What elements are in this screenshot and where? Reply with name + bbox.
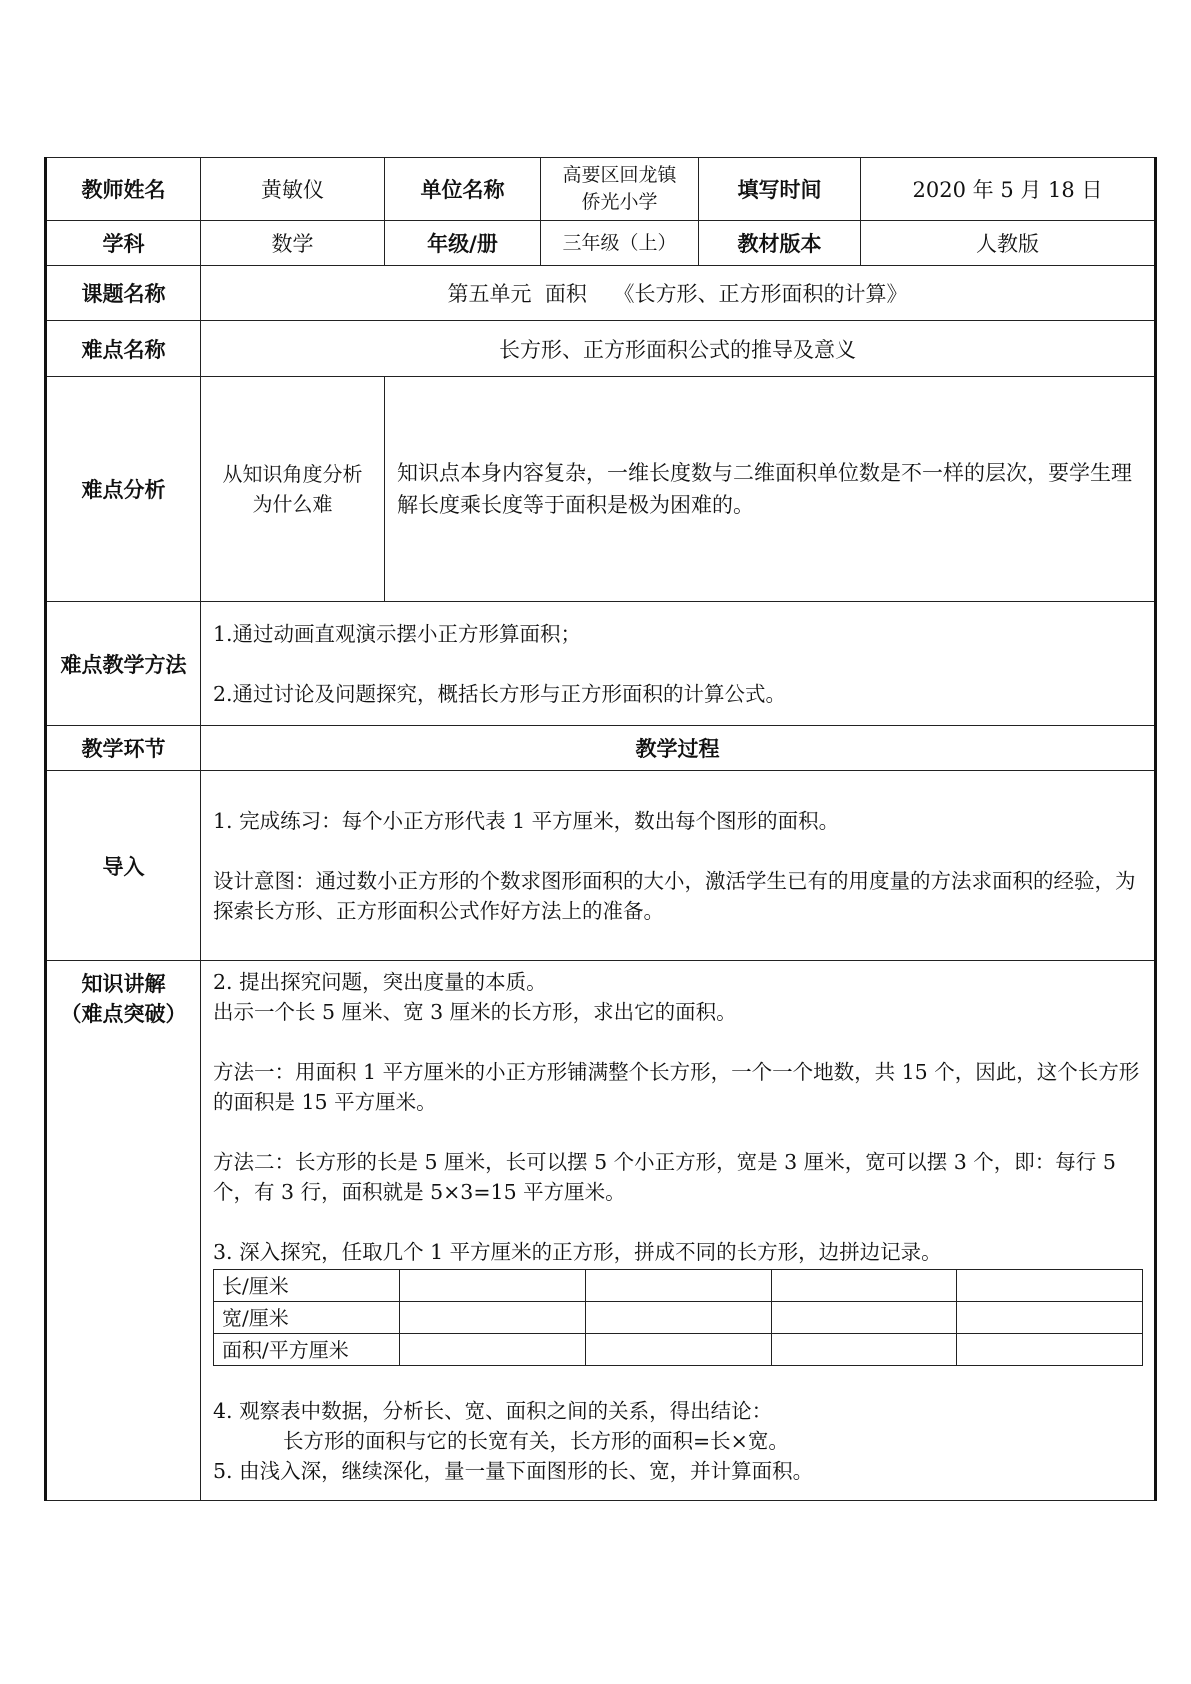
knowledge-label-line1: 知识讲解 <box>81 972 166 996</box>
record-cell[interactable] <box>585 1302 771 1334</box>
process-label: 教学过程 <box>201 726 1156 771</box>
knowledge-paragraph-6: 4. 观察表中数据，分析长、宽、面积之间的关系，得出结论： <box>213 1399 773 1423</box>
topic-row <box>46 266 1156 321</box>
info-row-1 <box>46 158 1156 221</box>
knowledge-paragraph-7: 长方形的面积与它的长宽有关，长方形的面积=长×宽。 <box>283 1429 789 1453</box>
knowledge-row <box>46 961 1156 1501</box>
knowledge-text <box>201 961 1156 1501</box>
knowledge-paragraph-5: 3. 深入探究，任取几个 1 平方厘米的正方形，拼成不同的长方形，边拼边记录。 <box>213 1240 942 1264</box>
record-cell[interactable] <box>585 1334 771 1366</box>
topic-value: 第五单元 面积 《长方形、正方形面积的计算》 <box>201 266 1156 321</box>
knowledge-label-line2: （难点突破） <box>60 1002 187 1026</box>
unit-label: 单位名称 <box>385 158 541 221</box>
method-row <box>46 602 1156 726</box>
intro-label: 导入 <box>46 771 201 961</box>
lesson-plan-document <box>44 157 1154 1501</box>
analysis-sub-label <box>201 377 385 602</box>
difficulty-row <box>46 321 1156 377</box>
intro-row <box>46 771 1156 961</box>
unit-value <box>541 158 699 221</box>
method-item-2: 2.通过讨论及问题探究，概括长方形与正方形面积的计算公式。 <box>213 681 787 706</box>
record-cell[interactable] <box>771 1302 957 1334</box>
record-cell[interactable] <box>957 1270 1143 1302</box>
date-value: 2020 年 5 月 18 日 <box>861 158 1156 221</box>
record-row <box>214 1270 1143 1302</box>
knowledge-paragraph-8: 5. 由浅入深，继续深化，量一量下面图形的长、宽，并计算面积。 <box>213 1459 814 1483</box>
analysis-text: 知识点本身内容复杂，一维长度数与二维面积单位数是不一样的层次，要学生理解长度乘长度等于面积是极为困难的。 <box>385 377 1156 602</box>
info-row-2 <box>46 221 1156 266</box>
record-cell[interactable] <box>771 1270 957 1302</box>
record-row <box>214 1302 1143 1334</box>
record-cell[interactable] <box>400 1302 586 1334</box>
method-label: 难点教学方法 <box>46 602 201 726</box>
unit-value-line1: 高要区回龙镇 <box>562 164 677 186</box>
method-item-1: 1.通过动画直观演示摆小正方形算面积； <box>213 621 582 646</box>
topic-label: 课题名称 <box>46 266 201 321</box>
subject-label: 学科 <box>46 221 201 266</box>
record-row-label: 面积/平方厘米 <box>214 1334 400 1366</box>
intro-text <box>201 771 1156 961</box>
record-row-label: 宽/厘米 <box>214 1302 400 1334</box>
lesson-plan-table <box>44 157 1157 1501</box>
teacher-value: 黄敏仪 <box>201 158 385 221</box>
unit-value-line2: 侨光小学 <box>581 191 658 213</box>
record-row <box>214 1334 1143 1366</box>
edition-value: 人教版 <box>861 221 1156 266</box>
analysis-sub-label-line1: 从知识角度分析 <box>222 462 363 486</box>
knowledge-paragraph-1: 2. 提出探究问题，突出度量的本质。 <box>213 970 547 994</box>
analysis-sub-label-line2: 为什么难 <box>252 492 333 516</box>
method-text <box>201 602 1156 726</box>
process-header-row <box>46 726 1156 771</box>
grade-label: 年级/册 <box>385 221 541 266</box>
analysis-label: 难点分析 <box>46 377 201 602</box>
subject-value: 数学 <box>201 221 385 266</box>
difficulty-value: 长方形、正方形面积公式的推导及意义 <box>201 321 1156 377</box>
record-cell[interactable] <box>400 1334 586 1366</box>
teacher-label: 教师姓名 <box>46 158 201 221</box>
record-table <box>213 1269 1143 1366</box>
record-row-label: 长/厘米 <box>214 1270 400 1302</box>
intro-paragraph-2: 设计意图：通过数小正方形的个数求图形面积的大小，激活学生已有的用度量的方法求面积的经验，为探索长方形、正方形面积公式作好方法上的准备。 <box>213 868 1136 923</box>
knowledge-label <box>46 961 201 1501</box>
date-label: 填写时间 <box>699 158 861 221</box>
edition-label: 教材版本 <box>699 221 861 266</box>
knowledge-paragraph-3: 方法一：用面积 1 平方厘米的小正方形铺满整个长方形，一个一个地数，共 15 个，因此，这个长方形的面积是 15 平方厘米。 <box>213 1060 1140 1114</box>
record-cell[interactable] <box>771 1334 957 1366</box>
difficulty-label: 难点名称 <box>46 321 201 377</box>
record-cell[interactable] <box>957 1302 1143 1334</box>
intro-paragraph-1: 1. 完成练习：每个小正方形代表 1 平方厘米，数出每个图形的面积。 <box>213 808 840 833</box>
record-cell[interactable] <box>957 1334 1143 1366</box>
knowledge-paragraph-2: 出示一个长 5 厘米、宽 3 厘米的长方形，求出它的面积。 <box>213 1000 737 1024</box>
grade-value: 三年级（上） <box>541 221 699 266</box>
knowledge-paragraph-4: 方法二：长方形的长是 5 厘米，长可以摆 5 个小正方形，宽是 3 厘米，宽可以摆 3 个，即：每行 5 个，有 3 行，面积就是 5×3=15 平方厘米。 <box>213 1150 1116 1204</box>
record-cell[interactable] <box>400 1270 586 1302</box>
analysis-row <box>46 377 1156 602</box>
stage-label: 教学环节 <box>46 726 201 771</box>
record-cell[interactable] <box>585 1270 771 1302</box>
